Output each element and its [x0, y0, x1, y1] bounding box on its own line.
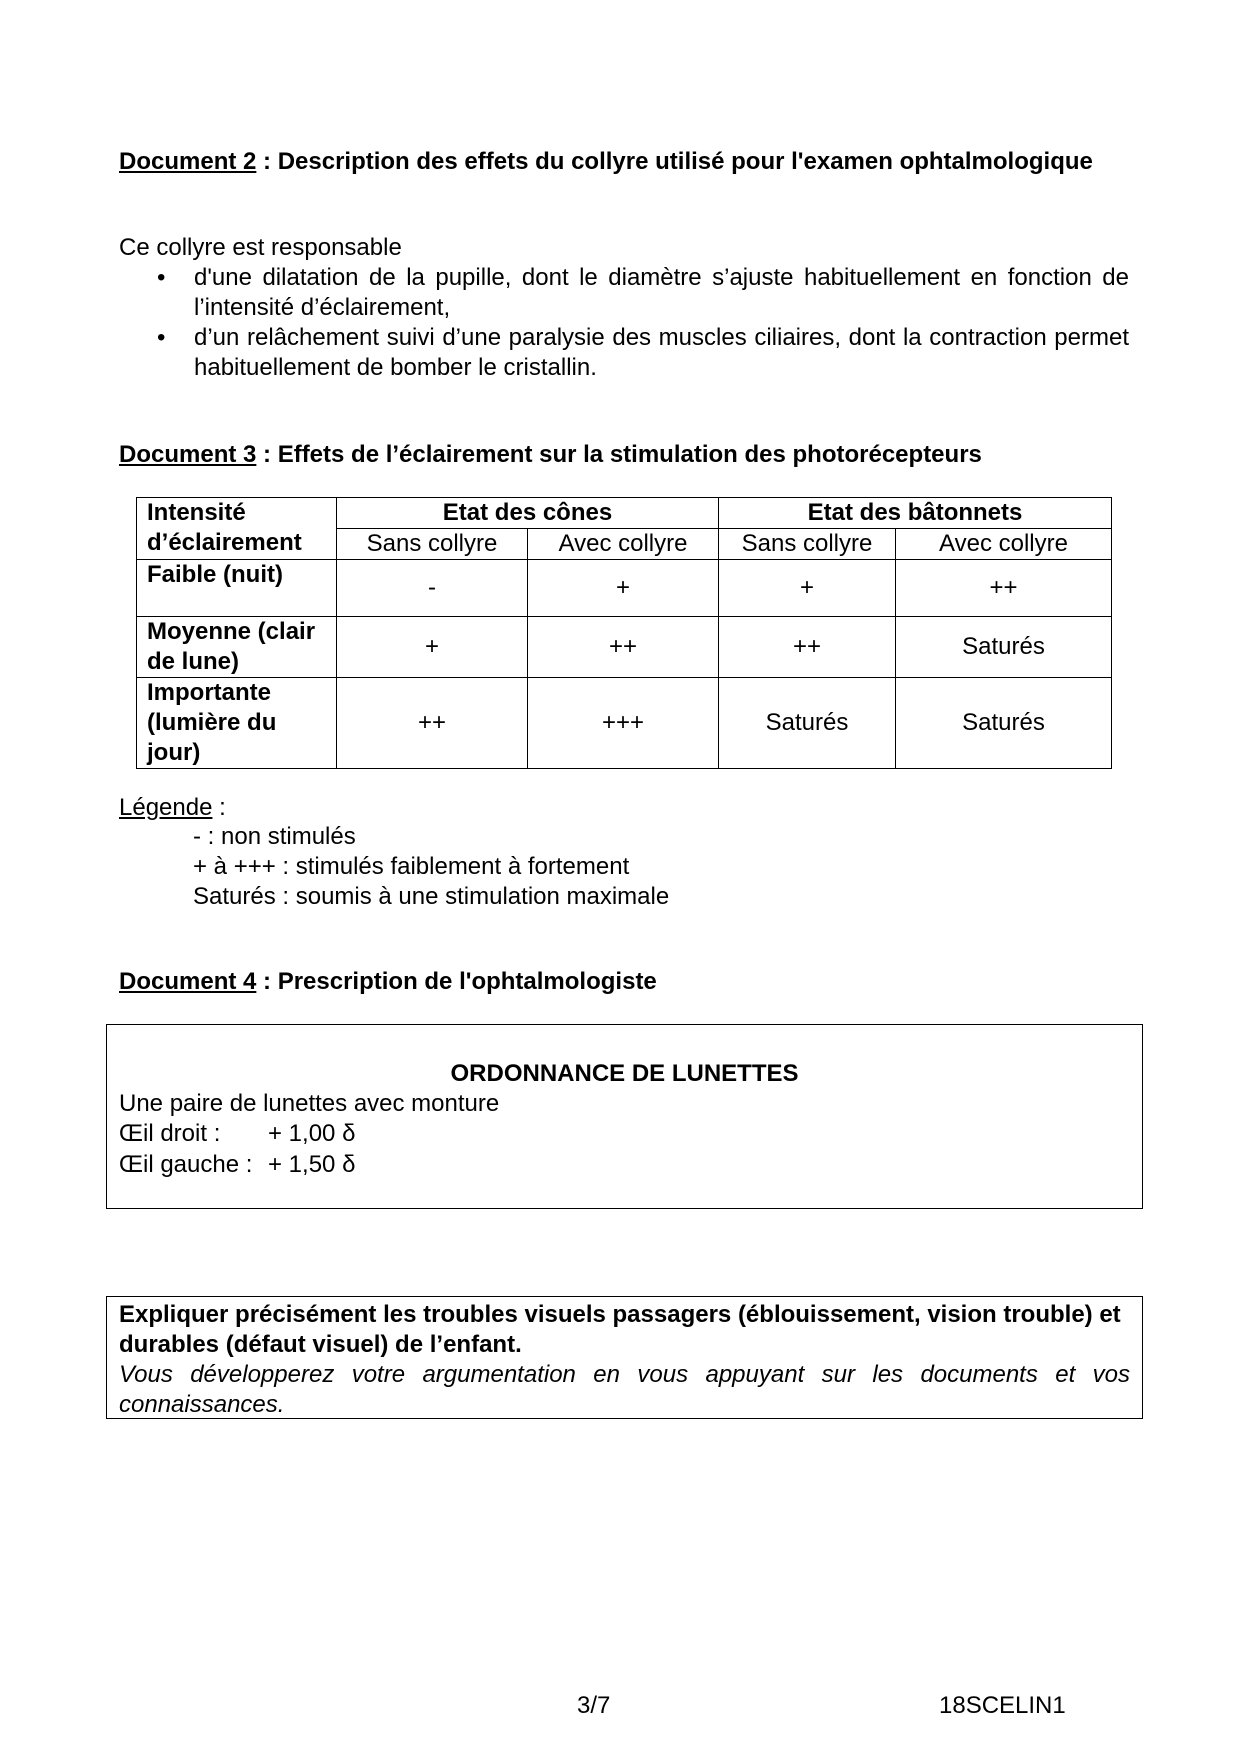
table-corner-header: Intensité d’éclairement [137, 498, 337, 560]
doc3-label: Document 3 [119, 441, 257, 468]
legend-item: Saturés : soumis à une stimulation maximale [193, 883, 670, 910]
legend-items [193, 822, 669, 912]
photoreceptor-table [136, 497, 1112, 769]
right-eye-label: Œil droit : [119, 1120, 221, 1147]
table-header-row [137, 498, 1112, 529]
column-header: Avec collyre [896, 529, 1112, 560]
page-number: 3/7 [577, 1692, 611, 1719]
bullet-text: d’un relâchement suivi d’une paralysie des muscles ciliaires, dont la contraction permet habituellement de bomber le cristallin. [194, 324, 1129, 381]
left-eye-value: + 1,50 δ [268, 1151, 356, 1178]
doc2-title-text: : Description des effets du collyre utilisé pour l'examen ophtalmologique [256, 148, 1093, 175]
table-cell: Saturés [896, 678, 1112, 769]
prescription-box [106, 1024, 1143, 1209]
question-hint: Vous développerez votre argumentation en vous appuyant sur les documents et vos connaissances. [119, 1361, 1130, 1418]
column-header: Avec collyre [528, 529, 719, 560]
doc2-label: Document 2 [119, 148, 257, 175]
legend-label: Légende [119, 794, 213, 821]
table-cell: ++ [337, 678, 528, 769]
prescription-line: Une paire de lunettes avec monture [119, 1090, 500, 1117]
bullet-icon: • [157, 264, 166, 291]
bullet-text: d'une dilatation de la pupille, dont le diamètre s’ajuste habituellement en fonction de l’intensité d’éclairement, [194, 264, 1129, 321]
cones-group-header: Etat des cônes [337, 498, 719, 529]
table-cell: - [337, 560, 528, 617]
doc2-intro: Ce collyre est responsable [119, 234, 402, 261]
list-item [119, 323, 1129, 383]
row-header: Importante (lumière du jour) [137, 678, 337, 769]
table-row [137, 678, 1112, 769]
prescription-title: ORDONNANCE DE LUNETTES [450, 1060, 799, 1087]
table-cell: Saturés [719, 678, 896, 769]
table-cell: ++ [528, 617, 719, 678]
doc2-heading [119, 147, 1129, 177]
table-cell: + [528, 560, 719, 617]
list-item [119, 263, 1129, 323]
legend-item: + à +++ : stimulés faiblement à fortement [193, 853, 630, 880]
table-cell: ++ [719, 617, 896, 678]
left-eye-label: Œil gauche : [119, 1151, 253, 1178]
right-eye-value: + 1,00 δ [268, 1120, 356, 1147]
question-box [106, 1296, 1143, 1419]
doc3-title-text: : Effets de l’éclairement sur la stimulation des photorécepteurs [256, 441, 982, 468]
doc2-bullet-list [119, 263, 1129, 383]
doc4-heading [119, 967, 657, 997]
row-header: Faible (nuit) [137, 560, 337, 617]
table-row [137, 560, 1112, 617]
doc4-title-text: : Prescription de l'ophtalmologiste [256, 968, 657, 995]
legend-suffix: : [212, 794, 226, 821]
legend-item: - : non stimulés [193, 823, 356, 850]
table-cell: ++ [896, 560, 1112, 617]
table-row [137, 617, 1112, 678]
table-cell: +++ [528, 678, 719, 769]
row-header: Moyenne (clair de lune) [137, 617, 337, 678]
legend-heading [119, 793, 226, 823]
document-code: 18SCELIN1 [939, 1692, 1066, 1719]
doc4-label: Document 4 [119, 968, 257, 995]
column-header: Sans collyre [719, 529, 896, 560]
doc3-heading [119, 440, 982, 470]
bullet-icon: • [157, 324, 166, 351]
column-header: Sans collyre [337, 529, 528, 560]
rods-group-header: Etat des bâtonnets [719, 498, 1112, 529]
question-instruction: Expliquer précisément les troubles visuels passagers (éblouissement, vision trouble) et durables (défaut visuel) de l’enfant. [119, 1301, 1121, 1358]
table-cell: Saturés [896, 617, 1112, 678]
table-cell: + [337, 617, 528, 678]
table-cell: + [719, 560, 896, 617]
